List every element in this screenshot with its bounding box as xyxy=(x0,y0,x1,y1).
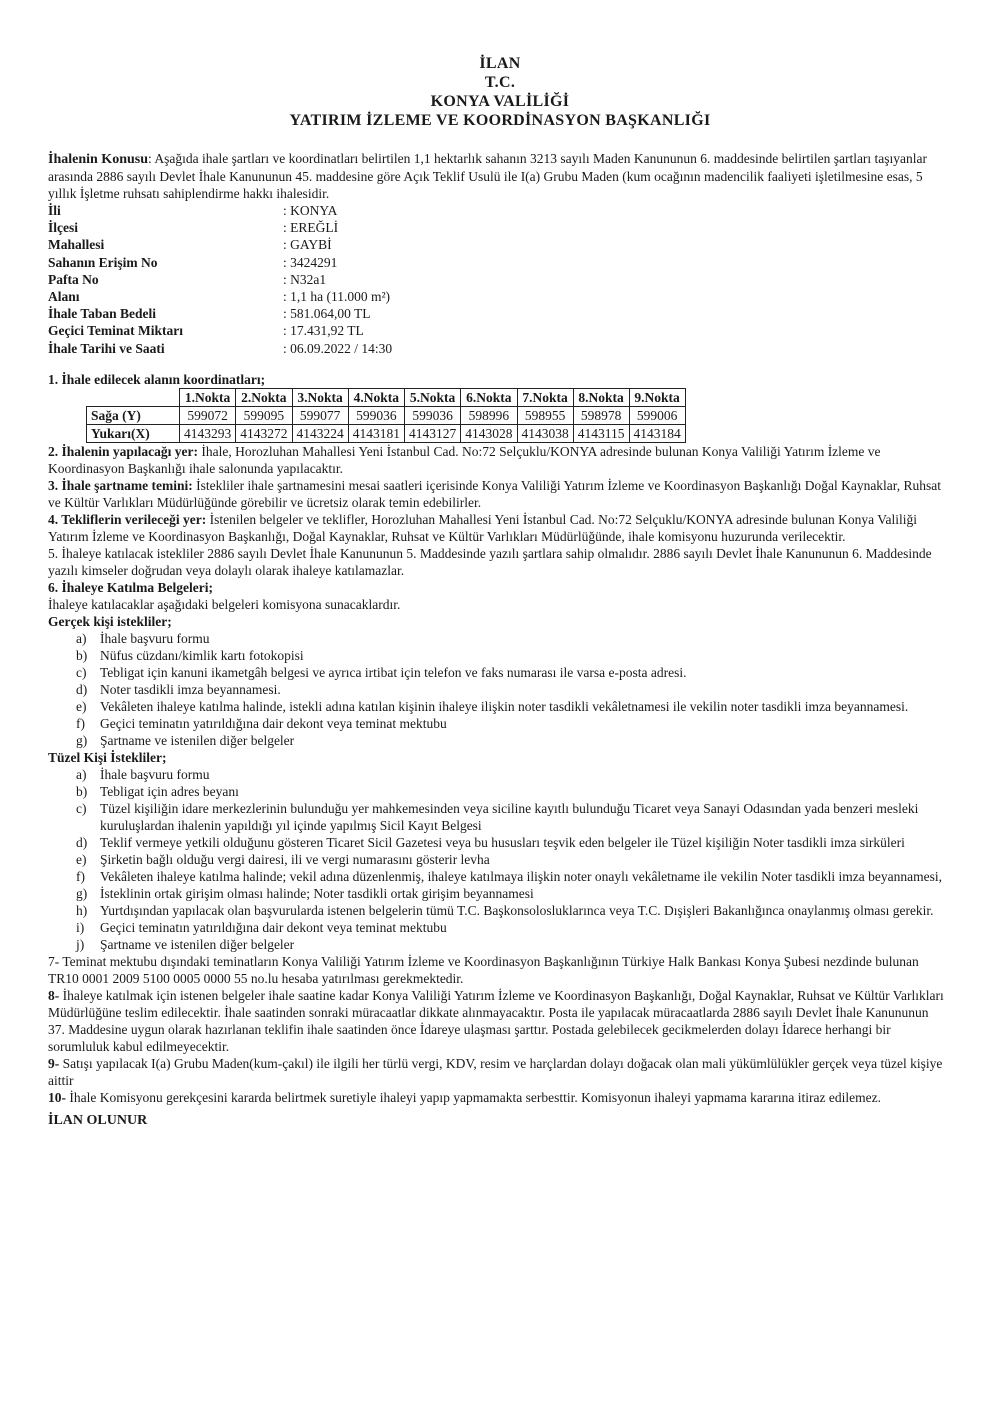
list-marker: e) xyxy=(76,851,87,867)
tender-info-list xyxy=(48,202,948,357)
intro-paragraph xyxy=(48,150,948,202)
list-text: Şartname ve istenilen diğer belgeler xyxy=(100,936,295,952)
info-value: : EREĞLİ xyxy=(283,220,339,236)
list-text: Geçici teminatın yatırıldığına dair dekont veya teminat mektubu xyxy=(100,919,447,935)
info-label: Pafta No xyxy=(48,271,99,287)
section-9 xyxy=(48,1055,948,1089)
coord-header: 1.Nokta xyxy=(180,388,236,406)
info-label: İhale Taban Bedeli xyxy=(48,306,157,322)
info-value: : N32a1 xyxy=(283,271,327,287)
list-text: Nüfus cüzdanı/kimlik kartı fotokopisi xyxy=(100,647,304,663)
section-10 xyxy=(48,1089,948,1106)
list-item xyxy=(76,732,948,749)
section-10-text: İhale Komisyonu gerekçesini kararda belirtmek suretiyle ihaleyi yapıp yapmamakta serbesttir. Komisyonun ihaleyi yapmama kararına itiraz edilemez. xyxy=(66,1089,881,1105)
list-item xyxy=(76,902,948,919)
list-text: İhale başvuru formu xyxy=(100,630,210,646)
list-text: Tebligat için kanuni ikametgâh belgesi ve ayrıca irtibat için telefon ve faks numarası ile varsa e-posta adresi. xyxy=(100,664,687,680)
coord-cell: 4143293 xyxy=(180,424,236,442)
info-label: İlçesi xyxy=(48,220,78,236)
coord-cell: 4143115 xyxy=(573,424,629,442)
list-marker: g) xyxy=(76,732,88,748)
intro-text: : Aşağıda ihale şartları ve koordinatları belirtilen 1,1 hektarlık sahanın 3213 sayılı Maden Kanununun 6. maddesinde belirtilen şartları taşıyanlar arasında 2886 sayılı Devlet İhale Kanununun 45. maddesine göre Açık Teklif Usulü ile I(a) Grubu Maden (kum ocağının madencilik faaliyeti işletilmesine esas, 5 yıllık İşletme ruhsatı sahiplendirme hakkı ihalesidir. xyxy=(48,151,928,201)
info-row xyxy=(48,254,948,271)
section-8-label: 8- xyxy=(48,987,60,1003)
info-row xyxy=(48,305,948,322)
coord-cell: 599006 xyxy=(629,406,685,424)
coord-header: 4.Nokta xyxy=(348,388,404,406)
list-text: İhale başvuru formu xyxy=(100,766,210,782)
list-item xyxy=(76,868,948,885)
section-4 xyxy=(48,511,948,545)
list-marker: b) xyxy=(76,783,88,799)
list-item xyxy=(76,851,948,868)
list-marker: a) xyxy=(76,766,87,782)
list-item xyxy=(76,936,948,953)
info-row xyxy=(48,202,948,219)
coord-header: 3.Nokta xyxy=(292,388,348,406)
section-2-label: 2. İhalenin yapılacağı yer: xyxy=(48,443,199,459)
list-text: Şartname ve istenilen diğer belgeler xyxy=(100,732,295,748)
coord-row-label: Sağa (Y) xyxy=(87,406,180,424)
info-label: İli xyxy=(48,203,61,218)
list-item xyxy=(76,630,948,647)
list-marker: c) xyxy=(76,664,87,680)
header-valilik: KONYA VALİLİĞİ xyxy=(430,93,570,110)
info-value: : 3424291 xyxy=(283,254,338,270)
coord-cell: 4143181 xyxy=(348,424,404,442)
list-item xyxy=(76,647,948,664)
coord-cell: 599095 xyxy=(236,406,292,424)
list-text: Geçici teminatın yatırıldığına dair dekont veya teminat mektubu xyxy=(100,715,447,731)
section-7: 7- Teminat mektubu dışındaki teminatların Konya Valiliği Yatırım İzleme ve Koordinasyon Başkanlığının Türkiye Halk Bankası Konya Şubesi nezdinde bulunan TR10 0001 2009 5100 0005 0000 55 no.lu hesaba yatırılması gerekmektedir. xyxy=(48,953,919,986)
info-row xyxy=(48,340,948,357)
list-text: Teklif vermeye yetkili olduğunu gösteren Ticaret Sicil Gazetesi veya bu hususları teşvik eden belgeler ile Tüzel kişiliğin Noter tasdikli imza sirküleri xyxy=(100,834,905,850)
list-text: İsteklinin ortak girişim olması halinde; Noter tasdikli ortak girişim beyannamesi xyxy=(100,885,534,901)
info-label: İhale Tarihi ve Saati xyxy=(48,340,165,356)
list-text: Tebligat için adres beyanı xyxy=(100,783,239,799)
gercek-kisi-label: Gerçek kişi istekliler; xyxy=(48,613,172,629)
list-text: Vekâleten ihaleye katılma halinde; vekil adına düzenlenmiş, ihaleye katılmaya ilişkin noter onaylı vekâletname ile vekilin Noter tasdikli imza beyannamesi, xyxy=(100,868,942,884)
coordinates-table xyxy=(86,388,686,443)
coord-cell: 599072 xyxy=(180,406,236,424)
document-header xyxy=(0,54,1000,130)
coord-header: 9.Nokta xyxy=(629,388,685,406)
list-marker: f) xyxy=(76,868,85,884)
info-label: Mahallesi xyxy=(48,237,105,253)
list-text: Vekâleten ihaleye katılma halinde, istekli adına katılan kişinin ihaleye ilişkin noter tasdikli vekâletnamesi ile vekilin noter tasdikli imza beyannamesi. xyxy=(100,698,909,714)
info-row xyxy=(48,288,948,305)
coord-header: 7.Nokta xyxy=(517,388,573,406)
info-label: Geçici Teminat Miktarı xyxy=(48,323,183,339)
header-baskanlik: YATIRIM İZLEME VE KOORDİNASYON BAŞKANLIĞI xyxy=(289,112,711,129)
list-marker: g) xyxy=(76,885,88,901)
coord-cell: 4143224 xyxy=(292,424,348,442)
section-6-text: İhaleye katılacaklar aşağıdaki belgeleri komisyona sunacaklardır. xyxy=(48,596,401,612)
gercek-kisi-list xyxy=(48,630,948,749)
section-4-text: İstenilen belgeler ve teklifler, Horozluhan Mahallesi Yeni İstanbul Cad. No:72 Selçuklu/KONYA adresinde bulunan Konya Valiliği Yatırım İzleme ve Koordinasyon Başkanlığı, Doğal Kaynaklar, Ruhsat ve Kültür Varlıkları Müdürlüğünde, ihale komisyonu huzurunda verilecektir. xyxy=(48,511,918,544)
list-marker: d) xyxy=(76,681,88,697)
coord-header: 2.Nokta xyxy=(236,388,292,406)
section-4-label: 4. Tekliflerin verileceği yer: xyxy=(48,511,207,527)
ilan-olunur: İLAN OLUNUR xyxy=(48,1112,148,1128)
list-text: Noter tasdikli imza beyannamesi. xyxy=(100,681,281,697)
info-row xyxy=(48,271,948,288)
tuzel-kisi-list xyxy=(48,766,948,953)
list-marker: f) xyxy=(76,715,85,731)
coord-header: 5.Nokta xyxy=(405,388,461,406)
list-marker: d) xyxy=(76,834,88,850)
list-marker: c) xyxy=(76,800,87,816)
coord-row xyxy=(87,406,686,424)
section-5: 5. İhaleye katılacak istekliler 2886 sayılı Devlet İhale Kanununun 5. Maddesinde yazılı şartlara sahip olmalıdır. 2886 sayılı Devlet İhale Kanununun 6. Maddesinde yazılı kimseler doğrudan veya dolaylı olarak ihaleye katılamazlar. xyxy=(48,545,932,578)
document-body xyxy=(48,150,948,1143)
section-9-label: 9- xyxy=(48,1055,60,1071)
info-value: : 1,1 ha (11.000 m²) xyxy=(283,288,391,304)
tuzel-kisi-label: Tüzel Kişi İstekliler; xyxy=(48,749,167,765)
list-item xyxy=(76,715,948,732)
list-item xyxy=(76,919,948,936)
section-8-text: İhaleye katılmak için istenen belgeler ihale saatine kadar Konya Valiliği Yatırım İzleme ve Koordinasyon Başkanlığı, Doğal Kaynaklar, Ruhsat ve Kültür Varlıkları Müdürlüğüne teslim edilecektir. İhale saatinden sonraki müracaatlar dikkate alınmayacaktır. Posta ile yapılacak müracaatlarda 2886 sayılı Devlet İhale Kanununun 37. Maddesine uygun olarak hazırlanan teklifin ihale saatinden önce İdareye ulaşması şarttır. Postada gelebilecek gecikmelerden dolayı İdarece herhangi bir sorumluluk kabul edilmeyecektir. xyxy=(48,987,944,1054)
coord-cell: 4143038 xyxy=(517,424,573,442)
coord-cell: 599077 xyxy=(292,406,348,424)
section-10-label: 10- xyxy=(48,1089,66,1105)
coord-cell: 4143272 xyxy=(236,424,292,442)
list-marker: a) xyxy=(76,630,87,646)
list-marker: h) xyxy=(76,902,88,918)
list-item xyxy=(76,834,948,851)
coord-cell: 599036 xyxy=(405,406,461,424)
coord-cell: 598955 xyxy=(517,406,573,424)
list-item xyxy=(76,783,948,800)
coord-header: 6.Nokta xyxy=(461,388,517,406)
header-ilan: İLAN xyxy=(479,55,521,72)
section-8 xyxy=(48,987,948,1055)
intro-label: İhalenin Konusu xyxy=(48,152,148,167)
coord-cell: 4143127 xyxy=(405,424,461,442)
list-marker: i) xyxy=(76,919,85,935)
list-item xyxy=(76,885,948,902)
info-row xyxy=(48,322,948,339)
coord-cell: 599036 xyxy=(348,406,404,424)
section-3-label: 3. İhale şartname temini: xyxy=(48,477,193,493)
coord-cell: 598996 xyxy=(461,406,517,424)
info-value: : 581.064,00 TL xyxy=(283,306,371,322)
info-row xyxy=(48,219,948,236)
section-9-text: Satışı yapılacak I(a) Grubu Maden(kum-çakıl) ile ilgili her türlü vergi, KDV, resim ve harçlardan dolayı doğacak olan mali yükümlülükler gerçek veya tüzel kişiye aittir xyxy=(48,1055,943,1088)
section-2 xyxy=(48,443,948,477)
coord-header: 8.Nokta xyxy=(573,388,629,406)
info-value: : KONYA xyxy=(283,203,338,218)
section-2-text: İhale, Horozluhan Mahallesi Yeni İstanbul Cad. No:72 Selçuklu/KONYA adresinde bulunan Konya Valiliği Yatırım İzleme ve Koordinasyon Başkanlığı ihale salonunda yapılacaktır. xyxy=(48,443,881,476)
list-item xyxy=(76,800,948,834)
list-item xyxy=(76,664,948,681)
table-corner xyxy=(87,388,180,406)
coord-row-label: Yukarı(X) xyxy=(87,424,180,442)
info-value: : GAYBİ xyxy=(283,237,332,253)
info-value: : 17.431,92 TL xyxy=(283,323,364,339)
list-text: Şirketin bağlı olduğu vergi dairesi, ili ve vergi numarasını gösterir levha xyxy=(100,851,490,867)
list-item xyxy=(76,681,948,698)
info-row xyxy=(48,236,948,253)
list-marker: b) xyxy=(76,647,88,663)
coords-title: 1. İhale edilecek alanın koordinatları; xyxy=(48,371,266,387)
list-item xyxy=(76,698,948,715)
section-3-text: İstekliler ihale şartnamesini mesai saatleri içerisinde Konya Valiliği Yatırım İzleme ve Koordinasyon Başkanlığı Doğal Kaynaklar, Ruhsat ve Kültür Varlıkları Müdürlüğünde görebilir ve ücretsiz olarak temin edebilirler. xyxy=(48,477,942,510)
list-text: Tüzel kişiliğin idare merkezlerinin bulunduğu yer mahkemesinden veya siciline kayıtlı bulunduğu Ticaret veya Sanayi Odasından yada benzeri mesleki kuruluşlardan ihalenin yapıldığı yıl içinde yapılmış Sicil Kayıt Belgesi xyxy=(100,800,919,833)
info-label: Sahanın Erişim No xyxy=(48,254,158,270)
coord-cell: 4143028 xyxy=(461,424,517,442)
list-marker: e) xyxy=(76,698,87,714)
header-tc: T.C. xyxy=(484,74,516,91)
coord-row xyxy=(87,424,686,442)
list-item xyxy=(76,766,948,783)
section-3 xyxy=(48,477,948,511)
list-marker: j) xyxy=(76,936,85,952)
section-6-label: 6. İhaleye Katılma Belgeleri; xyxy=(48,579,213,595)
info-value: : 06.09.2022 / 14:30 xyxy=(283,340,393,356)
coord-cell: 598978 xyxy=(573,406,629,424)
list-text: Yurtdışından yapılacak olan başvurularda istenen belgelerin tümü T.C. Başkonsolosluklarınca veya T.C. Dışişleri Bakanlığınca onaylanmış olması gerekir. xyxy=(100,902,934,918)
info-label: Alanı xyxy=(48,288,80,304)
coord-cell: 4143184 xyxy=(629,424,685,442)
